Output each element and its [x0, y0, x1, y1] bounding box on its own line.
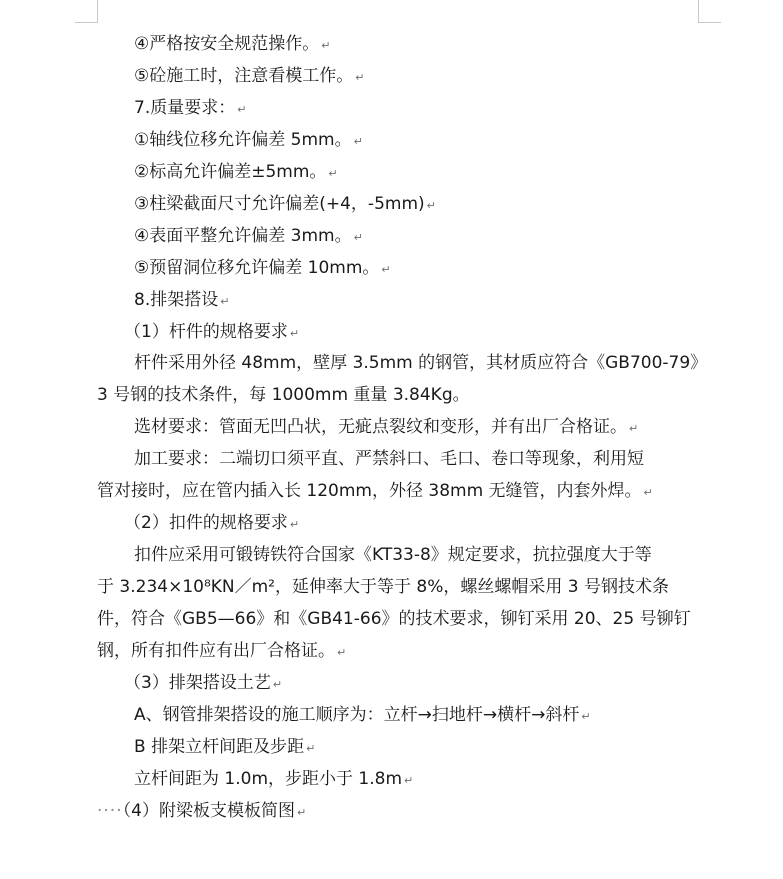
- text-line: [134, 130, 363, 150]
- line-text: 8.排架搭设: [134, 290, 219, 310]
- line-text: 扣件应采用可锻铸铁符合国家《KT33-8》规定要求，抗拉强度大于等: [134, 545, 652, 565]
- line-text: ②标高允许偏差±5mm。: [134, 162, 327, 182]
- line-text: A、钢管排架搭设的施工顺序为：立杆→扫地杆→横杆→斜杆: [134, 705, 580, 725]
- text-line: [134, 545, 652, 565]
- text-line: [124, 322, 299, 342]
- text-line: [97, 481, 653, 501]
- paragraph-mark: ↵: [643, 486, 653, 499]
- text-line: [97, 577, 669, 597]
- text-line: [134, 98, 246, 118]
- paragraph-mark: ↵: [296, 806, 307, 819]
- line-text: 杆件采用外径 48mm，壁厚 3.5mm 的钢管，其材质应符合《GB700-79》: [134, 353, 708, 373]
- page-corner-mark-left: [75, 0, 98, 23]
- line-text: （2）扣件的规格要求: [124, 513, 288, 533]
- paragraph-mark: ↵: [237, 103, 247, 116]
- text-line: [97, 609, 691, 629]
- line-text: 钢，所有扣件应有出厂合格证。: [97, 641, 335, 661]
- leader-dots: ····: [97, 801, 123, 821]
- paragraph-mark: ↵: [289, 327, 300, 340]
- text-line: [97, 801, 306, 821]
- line-text: ⑤砼施工时，注意看模工作。: [134, 66, 354, 86]
- text-line: [134, 194, 436, 214]
- text-line: [134, 737, 315, 757]
- line-text: 选材要求：管面无凹凸状，无疵点裂纹和变形，并有出厂合格证。: [134, 417, 627, 437]
- text-line: [134, 66, 364, 86]
- line-text: （1）杆件的规格要求: [124, 322, 288, 342]
- paragraph-mark: ↵: [337, 646, 347, 659]
- text-line: [134, 705, 591, 725]
- line-text: 3 号钢的技术条件，每 1000mm 重量 3.84Kg。: [97, 385, 470, 405]
- line-text: 7.质量要求：: [134, 98, 236, 118]
- paragraph-mark: ↵: [306, 742, 316, 755]
- line-text: 加工要求：二端切口须平直、严禁斜口、毛口、卷口等现象，利用短: [134, 449, 644, 469]
- line-text: 管对接时，应在管内插入长 120mm，外径 38mm 无缝管，内套外焊。: [97, 481, 642, 501]
- line-text: ①轴线位移允许偏差 5mm。: [134, 130, 352, 150]
- line-text: ③柱梁截面尺寸允许偏差(+4，-5mm): [134, 194, 425, 214]
- text-line: [97, 641, 346, 661]
- paragraph-mark: ↵: [328, 167, 338, 180]
- paragraph-mark: ↵: [289, 518, 300, 531]
- text-line: [97, 385, 470, 405]
- paragraph-mark: ↵: [355, 71, 365, 84]
- text-line: [134, 258, 391, 278]
- line-text: ⑤预留洞位移允许偏差 10mm。: [134, 258, 380, 278]
- text-line: [134, 226, 363, 246]
- paragraph-mark: ↵: [321, 39, 331, 52]
- text-line: [134, 353, 707, 373]
- line-text: B 排架立杆间距及步距: [134, 737, 305, 757]
- line-text: 件，符合《GB5—66》和《GB41-66》的技术要求，铆钉采用 20、25 号铆钉: [97, 609, 691, 629]
- text-line: [124, 673, 282, 693]
- line-text: 于 3.234×10⁸KN／m²，延伸率大于等于 8%，螺丝螺帽采用 3 号钢技术条: [97, 577, 669, 597]
- text-line: [134, 34, 330, 54]
- text-line: [134, 290, 229, 310]
- line-text: 立杆间距为 1.0m，步距小于 1.8m: [134, 769, 402, 789]
- paragraph-mark: ↵: [272, 678, 283, 691]
- text-line: [124, 513, 299, 533]
- paragraph-mark: ↵: [220, 295, 230, 308]
- line-text: ④表面平整允许偏差 3mm。: [134, 226, 352, 246]
- paragraph-mark: ↵: [629, 422, 639, 435]
- paragraph-mark: ↵: [404, 774, 414, 787]
- text-line: [134, 449, 644, 469]
- paragraph-mark: ↵: [353, 135, 363, 148]
- paragraph-mark: ↵: [353, 231, 363, 244]
- text-line: [134, 769, 413, 789]
- paragraph-mark: ↵: [381, 263, 391, 276]
- line-text: （4）附梁板支模板简图: [122, 801, 295, 821]
- paragraph-mark: ↵: [581, 710, 591, 723]
- page-corner-mark-right: [698, 0, 721, 23]
- paragraph-mark: ↵: [426, 199, 436, 212]
- text-line: [134, 162, 338, 182]
- line-text: ④严格按安全规范操作。: [134, 34, 320, 54]
- text-line: [134, 417, 638, 437]
- line-text: （3）排架搭设土艺: [124, 673, 271, 693]
